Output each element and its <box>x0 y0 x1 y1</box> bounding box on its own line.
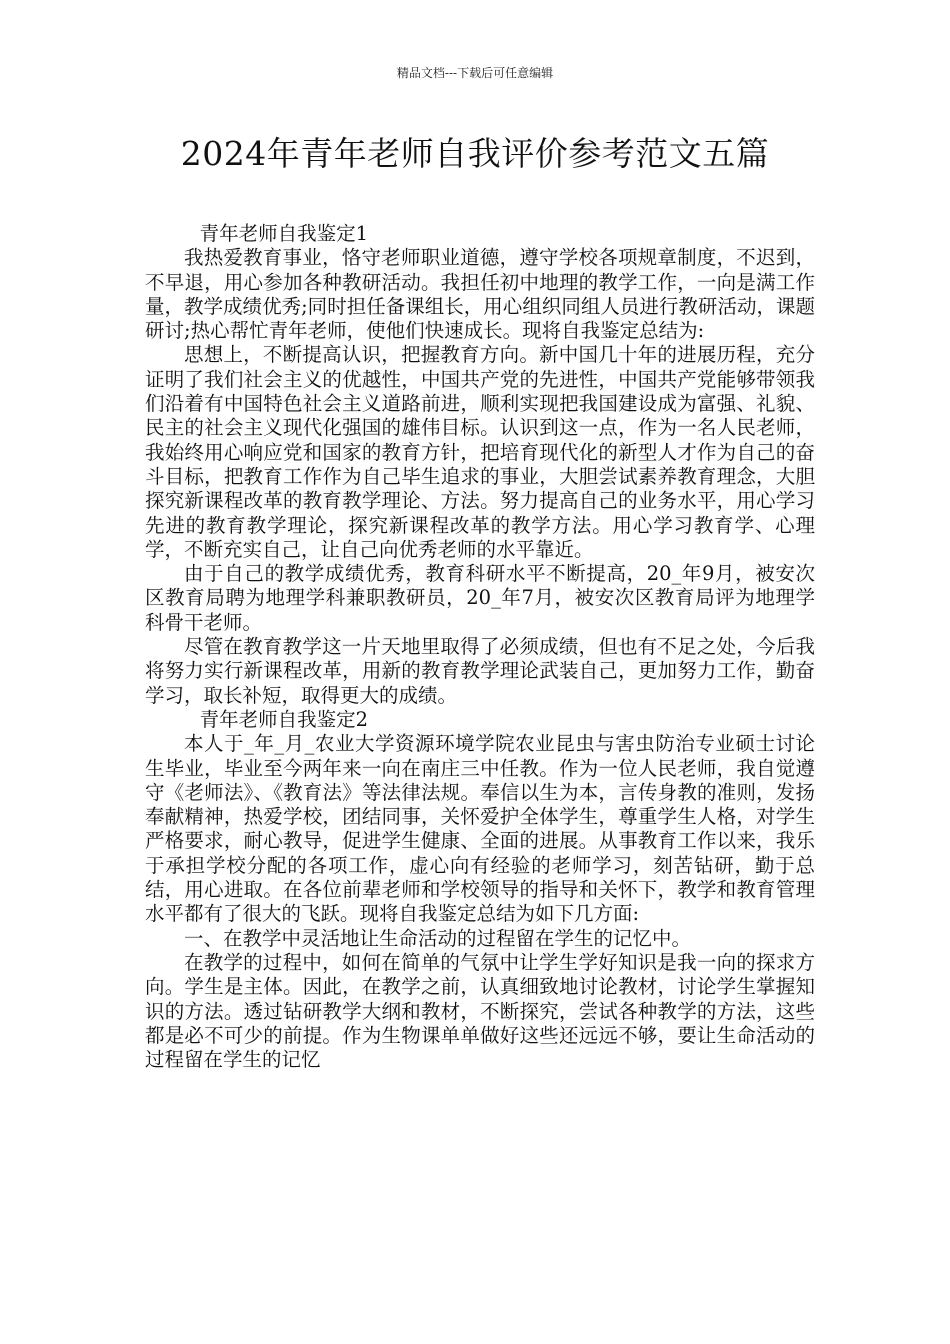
document-body <box>145 222 815 1072</box>
section-heading-2: 青年老师自我鉴定2 <box>199 707 369 731</box>
paragraph: 思想上，不断提高认识，把握教育方向。新中国几十年的进展历程，充分证明了我们社会主义的优越性，中国共产党的先进性，中国共产党能够带领我们沿着有中国特色社会主义道路前进，顺利实现把我国建设成为富强、礼貌、民主的社会主义现代化强国的雄伟目标。认识到这一点，作为一名人民老师，我始终用心响应党和国家的教育方针，把培育现代化的新型人才作为自己的奋斗目标，把教育工作作为自己毕生追求的事业，大胆尝试素养教育理念，大胆探究新课程改革的教育教学理论、方法。努力提高自己的业务水平，用心学习先进的教育教学理论，探究新课程改革的教学方法。用心学习教育学、心理学，不断充实自己，让自己向优秀老师的水平靠近。 <box>145 343 815 561</box>
document-title: 2024年青年老师自我评价参考范文五篇 <box>180 134 770 173</box>
header-note: 精品文档---下载后可任意编辑 <box>396 66 554 80</box>
paragraph: 本人于_年_月_农业大学资源环境学院农业昆虫与害虫防治专业硕士讨论生毕业，毕业至今两年来一向在南庄三中任教。作为一位人民老师，我自觉遵守《老师法》、《教育法》等法律法规。奉信以生为本，言传身教的准则，发扬奉献精神，热爱学校，团结同事，关怀爱护全体学生，尊重学生人格，对学生严格要求，耐心教导，促进学生健康、全面的进展。从事教育工作以来，我乐于承担学校分配的各项工作，虚心向有经验的老师学习，刻苦钻研，勤于总结，用心进取。在各位前辈老师和学校领导的指导和关怀下，教学和教育管理水平都有了很大的飞跃。现将自我鉴定总结为如下几方面: <box>145 732 815 926</box>
paragraph: 我热爱教育事业，恪守老师职业道德，遵守学校各项规章制度，不迟到，不早退，用心参加各种教研活动。我担任初中地理的教学工作，一向是满工作量，教学成绩优秀;同时担任备课组长，用心组织同组人员进行教研活动，课题研讨;热心帮忙青年老师，使他们快速成长。现将自我鉴定总结为: <box>145 246 815 343</box>
paragraph: 尽管在教育教学这一片天地里取得了必须成绩，但也有不足之处，今后我将努力实行新课程改革，用新的教育教学理论武装自己，更加努力工作，勤奋学习，取长补短，取得更大的成绩。 <box>145 635 815 707</box>
section-heading-1: 青年老师自我鉴定1 <box>199 222 369 245</box>
paragraph: 在教学的过程中，如何在简单的气氛中让学生学好知识是我一向的探求方向。学生是主体。因此，在教学之前，认真细致地讨论教材，讨论学生掌握知识的方法。透过钻研教学大纲和教材，不断探究，尝试各种教学的方法，这些都是必不可少的前提。作为生物课单单做好这些还远远不够，要让生命活动的过程留在学生的记忆 <box>145 950 815 1072</box>
subheading: 一、在教学中灵活地让生命活动的过程留在学生的记忆中。 <box>184 926 692 950</box>
paragraph: 由于自己的教学成绩优秀，教育科研水平不断提高，20_年9月，被安次区教育局聘为地理学科兼职教研员，20_年7月，被安次区教育局评为地理学科骨干老师。 <box>145 562 815 634</box>
